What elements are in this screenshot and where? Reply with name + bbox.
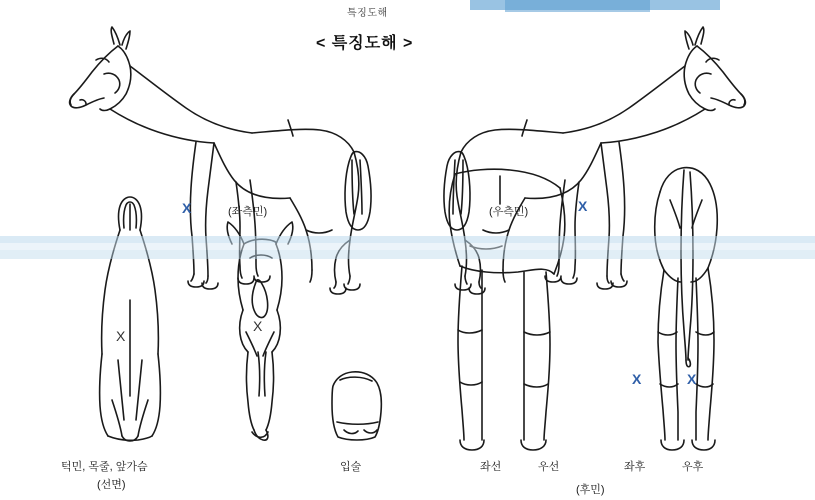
- mark-left-rear-leg: X: [632, 371, 642, 387]
- header-note: 특징도해: [347, 8, 388, 19]
- caption-right-front: 우선: [538, 461, 560, 473]
- mark-right-rear-leg: X: [687, 371, 697, 387]
- caption-left-side-view: (좌측민): [228, 206, 268, 218]
- chin-neck-chest-front-view: [100, 197, 161, 441]
- caption-mouth: 입술: [340, 461, 362, 473]
- page-title: < 특징도해 >: [316, 35, 414, 52]
- scan-artifact-band-2: [0, 250, 815, 259]
- caption-front-view: (선면): [97, 479, 126, 491]
- scan-artifact-band-3: [0, 243, 815, 250]
- mark-neck-front-view: X: [116, 328, 126, 344]
- caption-rear-view: (후민): [576, 484, 605, 496]
- caption-right-side-view: (우측민): [489, 206, 529, 218]
- caption-left-front: 좌선: [480, 461, 502, 473]
- mark-head-front-view: X: [253, 318, 263, 334]
- mark-left-horse-foreleg: X: [182, 200, 192, 216]
- scan-artifact-band-1: [0, 236, 815, 243]
- horse-rump-rear-view: [655, 168, 718, 450]
- mouth-lip-view: [332, 372, 381, 440]
- caption-left-rear: 좌후: [624, 461, 646, 473]
- caption-chin-neck-chest: 턱민, 목줄, 앞가슴: [61, 461, 148, 473]
- mark-right-horse-foreleg: X: [578, 198, 588, 214]
- caption-right-rear: 우후: [682, 461, 704, 473]
